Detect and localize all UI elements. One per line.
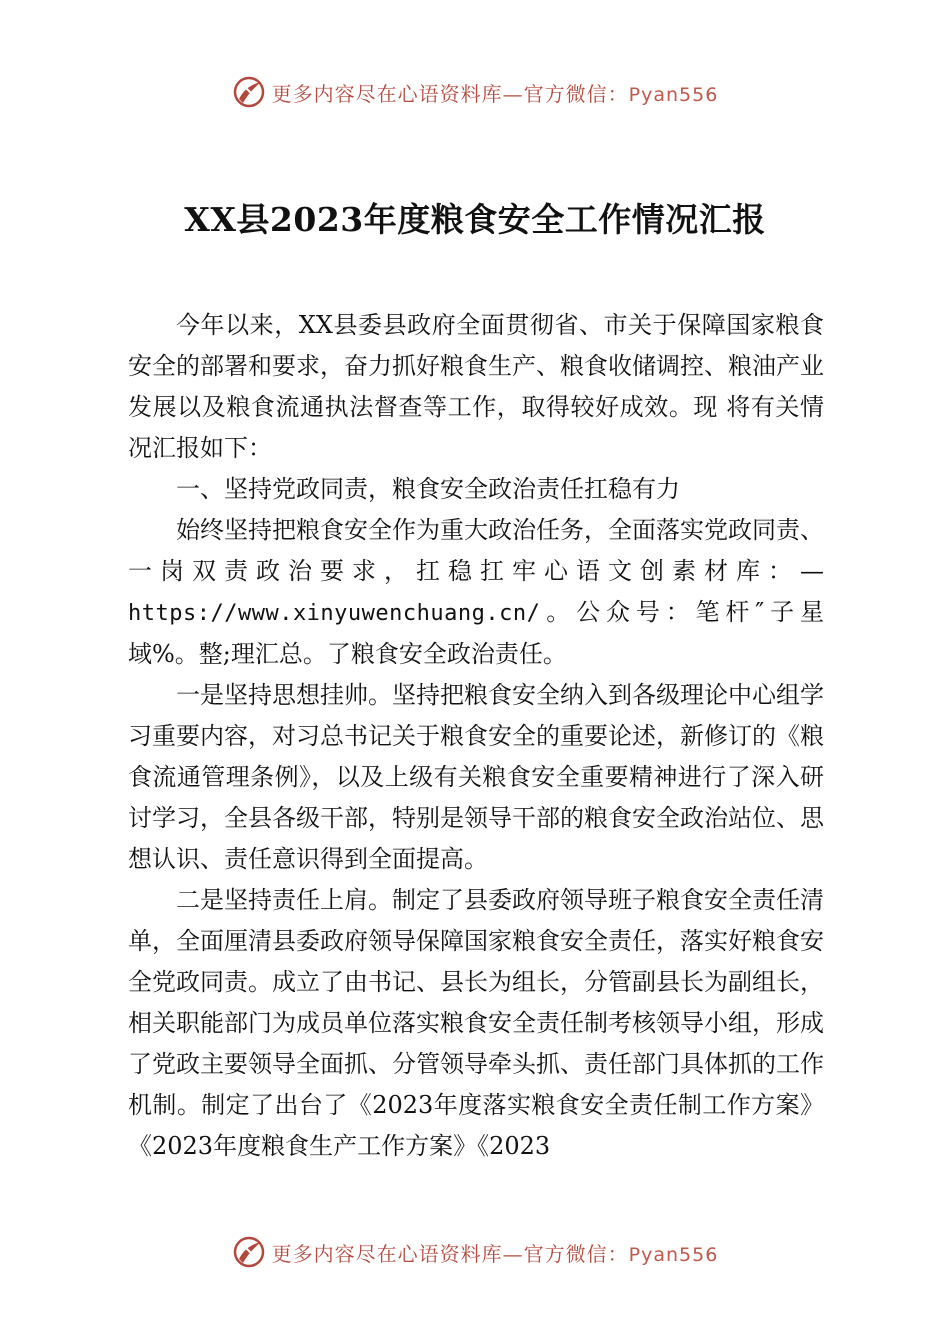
header-watermark [0,72,950,112]
paragraph-point-1: 一是坚持思想挂帅。坚持把粮食安全纳入到各级理论中心组学习重要内容，对习总书记关于粮食安全的重要论述，新修订的《粮食流通管理条例》，以及上级有关粮食安全重要精神进行了深入研讨学习，全县各级干部，特别是领导干部的粮食安全政治站位、思想认识、责任意识得到全面提高。 [128,681,824,873]
paragraph-intro: 今年以来，XX县委县政府全面贯彻省、市关于保障国家粮食安全的部署和要求，奋力抓好粮食生产、粮食收储调控、粮油产业发展以及粮食流通执法督查等工作，取得较好成效。现 将有关情况汇报如下： [128,311,824,462]
watermark-id: Pyan556 [628,1243,719,1266]
document-title: XX县2023年度粮食安全工作情况汇报 [184,200,766,239]
logo-icon [232,75,266,109]
watermark-text: 更多内容尽在心语资料库—官方微信：Pyan556 [271,81,719,106]
footer-watermark [0,1232,950,1272]
section-heading-1: 一、坚持党政同责，粮食安全政治责任扛稳有力 [176,475,680,503]
source-url: https://www.xinyuwenchuang.cn/ [128,601,541,626]
document-body [128,305,824,1167]
paragraph-point-2: 二是坚持责任上肩。制定了县委政府领导班子粮食安全责任清单，全面厘清县委政府领导保障国家粮食安全责任，落实好粮食安全党政同责。成立了由书记、县长为组长，分管副县长为副组长，相关职能部门为成员单位落实粮食安全责任制考核领导小组，形成了党政主要领导全面抓、分管领导牵头抓、责任部门具体抓的工作机制。制定了出台了《2023年度落实粮食安全责任制工作方案》《2023年度粮食生产工作方案》《2023 [128,886,824,1160]
logo-icon [232,1235,266,1269]
watermark-text: 更多内容尽在心语资料库—官方微信：Pyan556 [271,1241,719,1266]
paragraph-mixed: 始终坚持把粮食安全作为重大政治任务，全面落实党政同责、一岗双责政治要求，扛稳扛牢心语文创素材库：—https://www.xinyuwenchuang.cn/。公众号：笔杆″子星域%。整;理汇总。了粮食安全政治责任。 [128,516,824,668]
watermark-id: Pyan556 [628,83,719,106]
